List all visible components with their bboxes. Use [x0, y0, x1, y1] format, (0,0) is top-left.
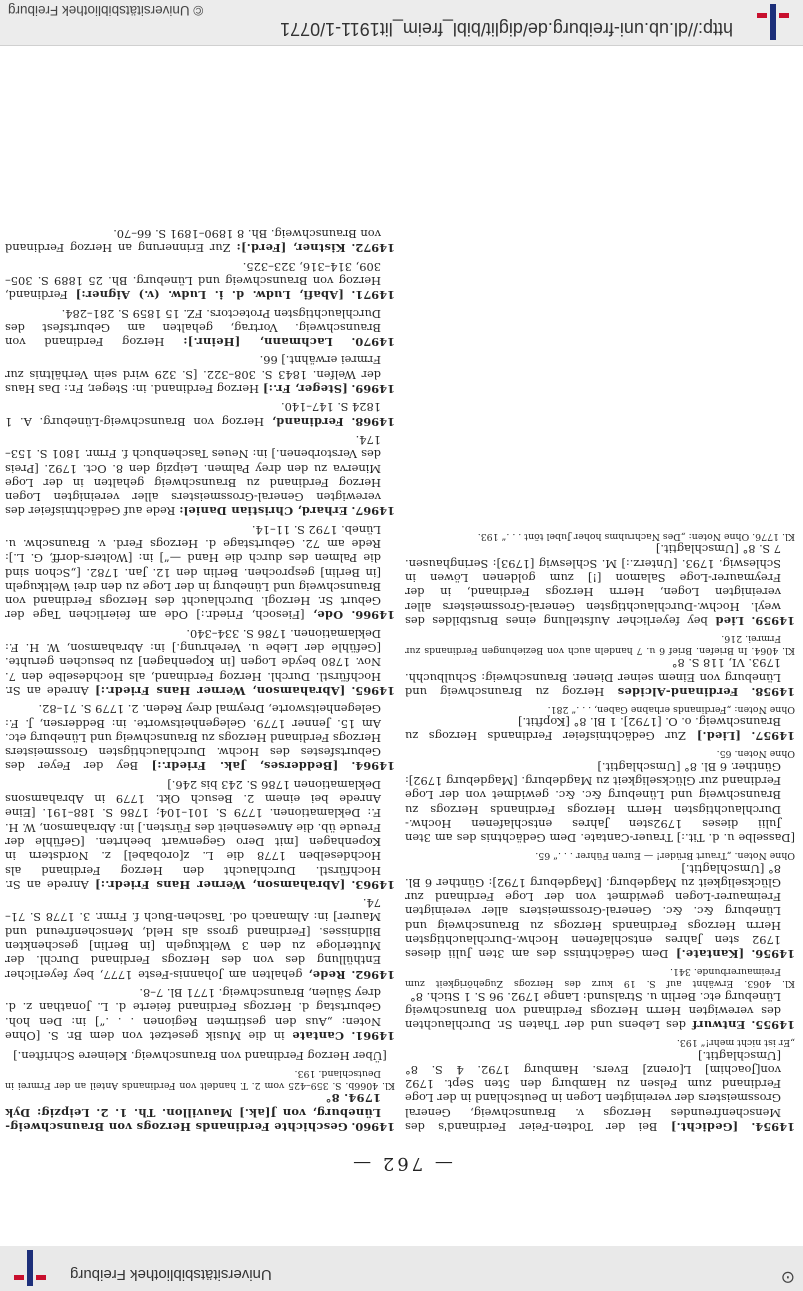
bibliography-entry — [5, 896, 395, 982]
bibliography-entry — [405, 965, 795, 1032]
entry-text: Herzog Ferdinand. in: Steger, Fr.: Das Haus der Welfen. 1843 S. 308–322. [S. 329 wird sein Verhältnis zur Frmrei erwähnt.] 66. — [5, 353, 381, 397]
entry-heading: Entwurf — [692, 1018, 746, 1033]
bibliography-entry — [405, 530, 795, 628]
entry-heading: Ferdinand, — [271, 414, 344, 429]
entry-heading: Kistner, [Ferd.]: — [236, 241, 346, 256]
entry-number: 14956. — [751, 947, 795, 962]
entry-heading: [Lied.] — [696, 729, 741, 744]
entry-heading: [Abafi, Ludw. d. i. Ludw. (v.) Aigner:] — [75, 288, 344, 303]
copyright-notice: © Universitätsbibliothek Freiburg — [8, 3, 204, 18]
entry-first-right — [5, 1067, 395, 1134]
entry-text: Bei der Todten-Feier Ferdinand's des Menschenfreundes Herzogs v. Braunschweig, General Grossmeisters der vereinigten Logen in Deutschland in der Loge Ferdinand zum Felsen zu Hamburg den 5ten Sept. 1792 von[Joachim] L[orenz] Evers. Hamburg 1792. 4 S. 8° [Umschlagtit.] — [404, 1048, 781, 1134]
entry-text: Dem Gedächtniss des am 3ten Julii dieses 1792 sten Jahres entschlafenen Hochw.-Durchlauchtigsten Herrn Herzogs Ferdinands Herzogs zu Braunschweig und Lüneburg &c. &c. General-Grossmeisters aller vereinigten Freimaurer-Logen gewidmet von der Loge Ferdinand zur Glückseligkeit zu Magdeburg. [Magdeburg 1792]: Günther 6 Bl. 8° [Umschlagtit.] — [405, 861, 781, 962]
entry-heading: Cantate — [292, 1028, 344, 1043]
entry-note: Ohne Noten. 65. — [716, 748, 795, 760]
entry-text: Anrede an Sr. Hochfürstl. Durchlaucht den Herzog Ferdinand als Hochdeselben 1778 die L. z[orobabel] z. Nordstern in Kopenhagen [mit Dero Gegenwart beehrten. [Gefühle der Freude üb. die Anwesenheit des Fürsten.] in: Abrahamson, W. H. F.: Deklamationen. 1779 S. 101–104; 1786 S. 188–191. [Eine Anrede bei einem 2. Besuch Okt. 1779 in Abrahamsons Deklamationen 1786 S. 243 bis 246.] — [4, 777, 381, 892]
bibliography-entry — [5, 400, 395, 429]
bibliography-entry — [5, 353, 395, 396]
footer-link-icon[interactable]: ⊙ — [780, 1268, 795, 1287]
bibliography-entry — [405, 849, 795, 961]
entry-number: 14963. — [351, 877, 395, 892]
entry-note: Kl. 4066b. S. 359–425 vom 2. T. handelt von Ferdinands Anteil an der Frmrei in Deutschland. 193. — [5, 1068, 395, 1092]
entry-heading: [Abrahamson, Werner Hans Friedr.:] — [94, 683, 346, 698]
entry-note: Kl. 1776. Ohne Noten: „Des Nachruhms hoher Jubel tönt . . .“ 193. — [477, 531, 795, 543]
entry-number: 14970. — [351, 335, 395, 350]
bibliography-entry — [5, 306, 395, 349]
right-column — [5, 223, 395, 1134]
entry-heading: Erhard, Christian Daniel: — [179, 504, 348, 519]
entry-number: 14971. — [351, 288, 395, 303]
page-url[interactable]: http://dl.ub.uni-freiburg.de/diglit/bibl_freim_lit1911-1/0771 — [280, 19, 733, 39]
entry-heading: [Abrahamson, Werner Hans Friedr.:] — [94, 877, 346, 892]
entry-text: in die Musik gesetzet von dem Br. S. [Ohne Noten: „Aus den gestirnten Regionen . . .“] in: Den hoh. Geburtstag d. Herzogs Ferdinand feierte d. L. Jonathan z. d. drey Säulen, Braunschweig. 1771 Bl. 7–8. — [4, 985, 381, 1043]
entry-text: Bey der Feyer des Geburtsfestes des Hochw. Durchlauchtigsten Grossmeisters Herzogs Ferdinand Herzogs zu Braunschweig und Lüneburg etc. Am 15. Jenner 1779. Gelegenheitsworte. in: Beddersen, J. F.: Gelegenheitsworte, Dreymal drey Reden. 2. 1779 S. 71–82. — [4, 702, 381, 774]
entry-heading: Geschichte Ferdinands Herzogs von Braunschweig-Lüneburg, von J[ak.] Mauvillon. Th. 1. 2. Leipzig: Dyk 1794. 8° — [4, 1091, 381, 1134]
entry-text: Herzog Ferdinand von Braunschweig. Vortrag, gehalten am Geburtsfest des Durchlauchtigsten Protectors. FZ. 15 1859 S. 281–284. — [5, 306, 381, 350]
bibliography-entry — [405, 703, 795, 744]
bibliography-entry — [5, 777, 395, 891]
entry-heading: [Kantate.] — [675, 947, 745, 962]
entry-number: 14957. — [751, 729, 795, 744]
entry-number: 14964. — [351, 759, 395, 774]
bibliography-entry — [405, 632, 795, 699]
entry-heading: [Bedderses, Jak. Friedr.:] — [151, 759, 339, 774]
entry-number: 14959. — [751, 613, 795, 628]
entry-number: 14967. — [351, 504, 395, 519]
entry-text: [Fiesoch, Friedr.:] Ode am feierlichen Tage der Geburt Sr. Herzogl. Durchlaucht des Herzogs Ferdinand von Braunschweig und Lüneburg in der Loge zu den drei Weltkugeln [in Berlin] gesprochen. Berlin den 12. Jan. 1782. [„Schon sind die Palmen des durch die Hand —“] in: [Wolters-dorff, G. L.]: Rede am 72. Geburtstage d. Herzogs Ferd. v. Braunschw. u. Lüneb. 1792 S. 11–14. — [5, 522, 381, 623]
entry-text: [Dasselbe u. d. Tit.:] Trauer-Cantate. Dem Gedächtnis des am 3ten Julii dieses 1792sten Jahres entschlafenen Hochw.-Durchlauchtigsten Herrn Herzogs Ferdinands Herzogs zu Braunschweig und Lüneburg &c. &c. gewidmet von der Loge Ferdinand zur Glückseligkeit zu Magdeburg. [Magdeburg 1792]: Günther. 6 Bl. 8° [Umschlagtit.] — [405, 759, 795, 846]
bibliography-entry — [405, 1036, 795, 1134]
entry-heading: Lachmann, [Heinr.]: — [182, 335, 333, 350]
entry-number: 14961. — [351, 1028, 395, 1043]
entry-heading: Ode, — [312, 608, 344, 623]
entry-number: 14960. — [351, 1120, 395, 1134]
entry-note: Kl. 4064. In Briefen. Brief 6 u. 7 handeln auch von Beziehungen Ferdinands zur Frmrei. 216. — [405, 632, 795, 656]
entry-text: Herzog von Braunschweig-Lüneburg. A. 1 1824 S. 147–140. — [4, 400, 381, 429]
entry-number: 14954. — [751, 1120, 795, 1134]
entry-heading: [Gedicht.] — [670, 1120, 739, 1134]
entry-number: 14972. — [351, 241, 395, 256]
bibliography-entry — [405, 747, 795, 845]
entry-number: 14969. — [351, 382, 395, 397]
scanned-page — [0, 46, 803, 1246]
entry-number: 14968. — [351, 414, 395, 429]
entry-text: Herzog zu Braunschweig und Lüneburg von Einem seiner Diener. Braunschweig: Schulbuchh. 1793. VI, 118 S. 8° — [405, 656, 781, 699]
bibliography-entry — [5, 702, 395, 773]
ub-logo-icon — [753, 2, 793, 42]
entry-number: 14955. — [751, 1018, 795, 1033]
bibliography-entry — [5, 986, 395, 1043]
top-url-bar — [0, 0, 803, 46]
page-number: — 762 — — [350, 1153, 453, 1174]
entry-text: Zur Erinnerung an Herzog Ferdinand von Braunschweig. Bh. 8 1890–1891 S. 66–70. — [5, 227, 381, 256]
entry-heading: Lied — [715, 613, 744, 628]
bottom-toolbar — [0, 1245, 803, 1291]
entry-text: des Lebens und der Thaten Sr. Durchlauchten des verewigten Herrn Herzogs Ferdinand von Braunschweig Lüneburg etc. Berlin u. Stralsund: Lange 1792. 96 S. 1 Stich. 8° — [405, 989, 781, 1033]
left-column — [405, 526, 795, 1134]
entry-note: Kl. 4063. Erwähnt auf S. 19 kurz des Herzogs Zugehörigkeit zum Freimaurerbunde. 341. — [405, 966, 795, 990]
entry-note: Ohne Noten: „Ferdinands erhabne Gaben, . . .“ 281. — [547, 703, 795, 715]
section-subheading: [Über Herzog Ferdinand von Braunschweig. Kleinere Schriften.] — [13, 1049, 387, 1064]
entry-heading: Ferdinand-Alcides — [617, 684, 739, 699]
ub-logo-icon — [10, 1248, 50, 1288]
entry-text: bey feyerlicher Aufstellung eines Brustbildes des weyl. Hochw.-Durchlauchtigsten General-Grossmeisters aller vereinigten Logen, Herrn Herzogs Ferdinand, in der Freymaurer-Loge Salamon [!] zum goldenen Löwen in Schleswig. 1793. [Unterz.:] M. Schleswig [1793]: Seringhausen. 7 S. 8° [Umschlagtit.] — [404, 542, 781, 628]
entry-text: Ferdinand, Herzog von Braunschweig und Lüneburg. Bh. 25 1889 S. 305–309, 314–316, 323–325. — [5, 259, 381, 303]
bibliography-entry — [5, 522, 395, 622]
entry-text: Rede auf Gedächtnisfeier des verewigten General-Grossmeisters aller vereinigten Logen Herzog Ferdinand zu Braunschweig gehalten in der Loge Minerva zu den drey Palmen. Leipzig den 8. Oct. 1792. [Preis des Verstorbenen.] in: Neues Taschenbuch f. Frmr. 1801 S. 153–174. — [5, 432, 381, 519]
entry-number: 14965. — [351, 683, 395, 698]
entry-heading: [Steger, Fr.:] — [262, 382, 348, 397]
bibliography-entry — [5, 627, 395, 698]
entry-heading: Rede, — [308, 967, 346, 982]
bibliography-entry — [5, 227, 395, 256]
entry-number: 14958. — [751, 684, 795, 699]
entry-number: 14966. — [351, 608, 395, 623]
bibliography-entry — [5, 259, 395, 302]
entry-note: „Er ist nicht mehr!“ 193. — [676, 1037, 795, 1049]
entry-text: Anrede an Sr. Hochfürstl. Durchl. Herzog Ferdinand, als Hochdeselbe den 7. Nov. 1780 beyde Logen [in Kopenhagen] zu besuchen geruhte. [Gefühle der Liebe u. Verehrung.] in: Abrahamson, W. H. F.: Deklamationen. 1786 S. 334–340. — [4, 626, 381, 698]
right-entries — [5, 227, 395, 1043]
entry-number: 14962. — [351, 967, 395, 982]
entry-text: Zur Gedächtnisfeier Ferdinands Herzogs zu Braunschweig. o. O. [1792]. 1 Bl. 8° [Kopftit.] — [404, 715, 781, 744]
entry-text: gehalten am Johannis-Feste 1777, bey feyerlicher Enthüllung des von des Herzogs Ferdinand Durchl. der Mutterloge zu den 3 Weltkugeln [in Berlin] geschenkten Bildnisses. [Ferdinand gross als Held, Menschenfreund und Maurer] in: Almanach od. Taschen-Buch f. Frmr. 3. 1778 S. 71–74. — [4, 896, 381, 982]
footer-library-name: Universitätsbibliothek Freiburg — [70, 1266, 272, 1283]
bibliography-entry — [5, 433, 395, 519]
entry-note: Ohne Noten. „Traurt Brüder! — Euren Führer . . .“ 65. — [535, 850, 795, 862]
